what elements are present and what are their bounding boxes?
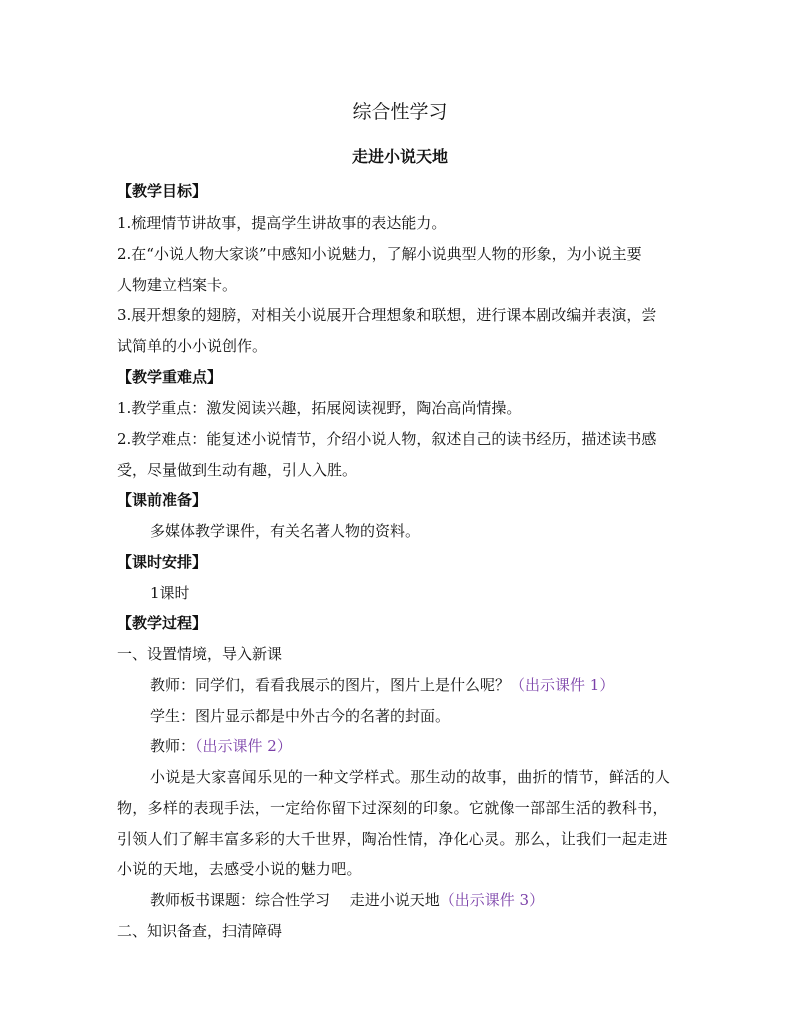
paragraph-line-1: 小说是大家喜闻乐见的一种文学样式。那生动的故事，曲折的情节，鲜活的人 (150, 768, 671, 786)
key-heading: 【教学重难点】 (117, 368, 223, 386)
goal-3-line-2: 试简单的小小说创作。 (117, 337, 268, 355)
courseware-note-2: （出示课件 2） (195, 737, 292, 755)
paragraph-line-2: 物，多样的表现手法，一定给你留下过深刻的印象。它就像一部部生活的教科书， (117, 799, 668, 817)
paragraph-line-3: 引领人们了解丰富多彩的大千世界，陶冶性情，净化心灵。那么，让我们一起走进 (117, 830, 668, 848)
step-2: 二、知识备查，扫清障碍 (117, 922, 283, 940)
hours-text: 1课时 (150, 584, 190, 602)
prep-heading: 【课前准备】 (117, 491, 208, 509)
key-1: 1.教学重点：激发阅读兴趣，拓展阅读视野，陶冶高尚情操。 (117, 399, 522, 417)
courseware-note-1: （出示课件 1） (510, 676, 615, 694)
goal-1: 1.梳理情节讲故事，提高学生讲故事的表达能力。 (117, 214, 447, 232)
goal-2-line-2: 人物建立档案卡。 (117, 276, 238, 294)
goals-heading: 【教学目标】 (117, 182, 208, 200)
teacher-line-2 (150, 736, 292, 756)
process-heading: 【教学过程】 (117, 614, 208, 632)
goal-3-line-1: 3.展开想象的翅膀，对相关小说展开合理想象和联想，进行课本剧改编并表演，尝 (117, 306, 657, 324)
key-2-line-2: 受，尽量做到生动有趣，引人入胜。 (117, 461, 358, 479)
prep-text: 多媒体教学课件，有关名著人物的资料。 (150, 522, 421, 540)
student-line-1: 学生：图片显示都是中外古今的名著的封面。 (150, 707, 451, 725)
document-title: 综合性学习 (352, 101, 448, 123)
hours-heading: 【课时安排】 (117, 553, 208, 571)
paragraph-line-4: 小说的天地，去感受小说的魅力吧。 (117, 860, 362, 878)
teacher-line-1 (150, 675, 614, 695)
board-text: 教师板书课题：综合性学习 走进小说天地 (150, 891, 440, 909)
teacher-line-2-text: 教师： (150, 737, 196, 755)
document-subtitle: 走进小说天地 (351, 147, 448, 166)
goal-2-line-1: 2.在“小说人物大家谈”中感知小说魅力，了解小说典型人物的形象，为小说主要 (117, 245, 642, 263)
key-2-line-1: 2.教学难点：能复述小说情节，介绍小说人物，叙述自己的读书经历，描述读书感 (117, 430, 657, 448)
board-line (150, 890, 544, 910)
teacher-line-1-text: 教师：同学们，看看我展示的图片，图片上是什么呢？ (150, 676, 511, 694)
courseware-note-3: （出示课件 3） (439, 891, 545, 909)
step-1: 一、设置情境，导入新课 (117, 645, 283, 663)
